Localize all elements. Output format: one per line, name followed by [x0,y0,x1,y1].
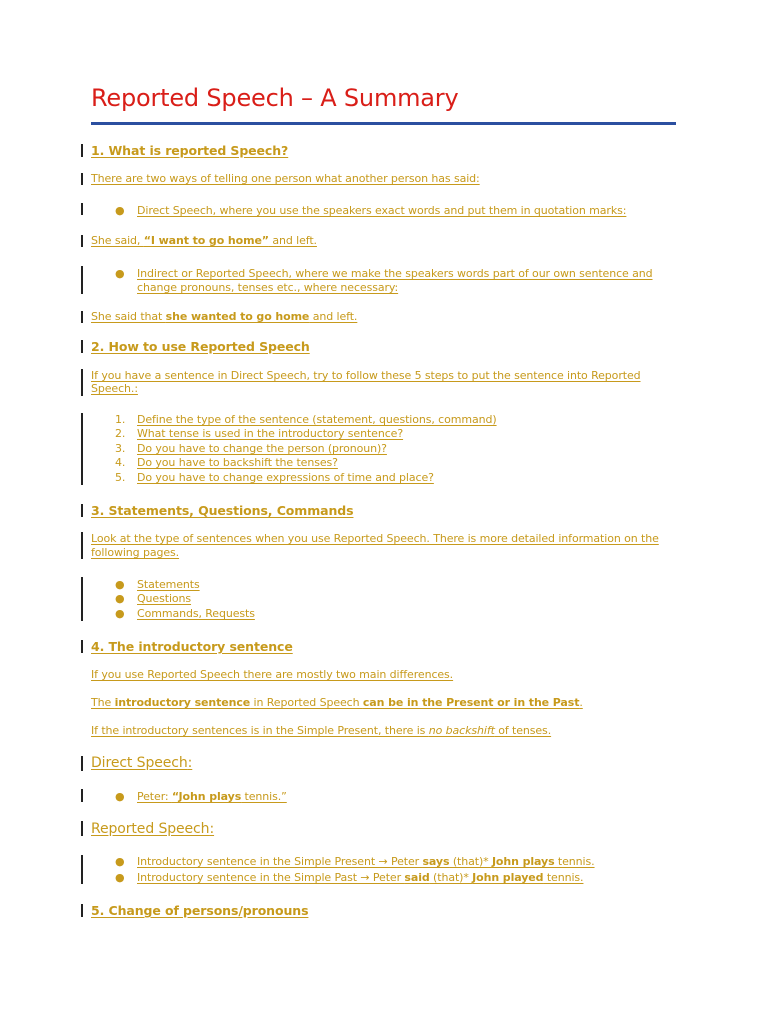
paragraph-marker [81,266,83,294]
section-heading-5: 5. Change of persons/pronouns [91,903,309,918]
bullet-icon: ● [115,204,125,217]
bullet-icon: ● [115,855,125,868]
section-heading-3: 3. Statements, Questions, Commands [91,503,354,518]
numbered-item: 3. Do you have to change the person (pronoun)? [115,442,387,455]
s3-intro-continuation: following pages. [91,546,180,559]
list-item: ● Commands, Requests [115,607,255,620]
paragraph-marker [81,369,83,396]
s4-paragraph-2: The introductory sentence in Reported Speech can be in the Present or in the Past. [91,696,583,709]
list-item: ● Introductory sentence in the Simple Present → Peter says (that)* John plays tennis. [115,855,595,868]
page-title: Reported Speech – A Summary [91,84,459,112]
bullet-icon: ● [115,267,125,280]
s1-example-reported: She said that she wanted to go home and left. [91,310,358,323]
section-marker [81,144,83,157]
paragraph-marker [81,203,83,215]
paragraph-marker [81,413,83,485]
section-heading-2: 2. How to use Reported Speech [91,339,310,354]
numbered-item: 4. Do you have to backshift the tenses? [115,456,338,469]
paragraph-marker [81,235,83,247]
s2-intro: If you have a sentence in Direct Speech, try to follow these 5 steps to put the sentence into Reported [91,369,641,382]
bullet-icon: ● [115,592,125,605]
section-heading-1: 1. What is reported Speech? [91,143,289,158]
s1-intro: There are two ways of telling one person what another person has said: [91,172,480,185]
section-marker [81,340,83,353]
list-item-continuation: change pronouns, tenses etc., where necessary: [137,281,399,294]
section-marker [81,821,83,836]
title-underline-rule [91,122,676,125]
list-item: ● Peter: “John plays tennis.” [115,790,287,803]
bullet-icon: ● [115,578,125,591]
list-item: ● Questions [115,592,192,605]
paragraph-marker [81,855,83,884]
numbered-item: 5. Do you have to change expressions of time and place? [115,471,434,484]
list-item: ● Introductory sentence in the Simple Past → Peter said (that)* John played tennis. [115,871,584,884]
s4-paragraph-3: If the introductory sentences is in the Simple Present, there is no backshift of tenses. [91,724,552,737]
paragraph-marker [81,311,83,323]
section-marker [81,504,83,517]
section-marker [81,756,83,771]
list-item: ● Statements [115,578,200,591]
s4-paragraph-1: If you use Reported Speech there are mostly two main differences. [91,668,454,681]
direct-speech-heading: Direct Speech: [91,755,193,771]
s3-intro: Look at the type of sentences when you use Reported Speech. There is more detailed information on the [91,532,659,545]
numbered-item: 2. What tense is used in the introductory sentence? [115,427,404,440]
numbered-item: 1. Define the type of the sentence (statement, questions, command) [115,413,497,426]
paragraph-marker [81,173,83,185]
list-item: ● Indirect or Reported Speech, where we make the speakers words part of our own sentence and [115,267,653,280]
bullet-icon: ● [115,871,125,884]
bullet-icon: ● [115,607,125,620]
section-marker [81,904,83,917]
bullet-icon: ● [115,790,125,803]
section-heading-4: 4. The introductory sentence [91,639,293,654]
reported-speech-heading: Reported Speech: [91,821,215,837]
paragraph-marker [81,532,83,559]
list-item: ● Direct Speech, where you use the speakers exact words and put them in quotation marks: [115,204,627,217]
paragraph-marker [81,577,83,621]
s2-intro-continuation: Speech.: [91,382,138,395]
paragraph-marker [81,789,83,802]
s1-example-direct: She said, “I want to go home” and left. [91,234,317,247]
section-marker [81,640,83,653]
